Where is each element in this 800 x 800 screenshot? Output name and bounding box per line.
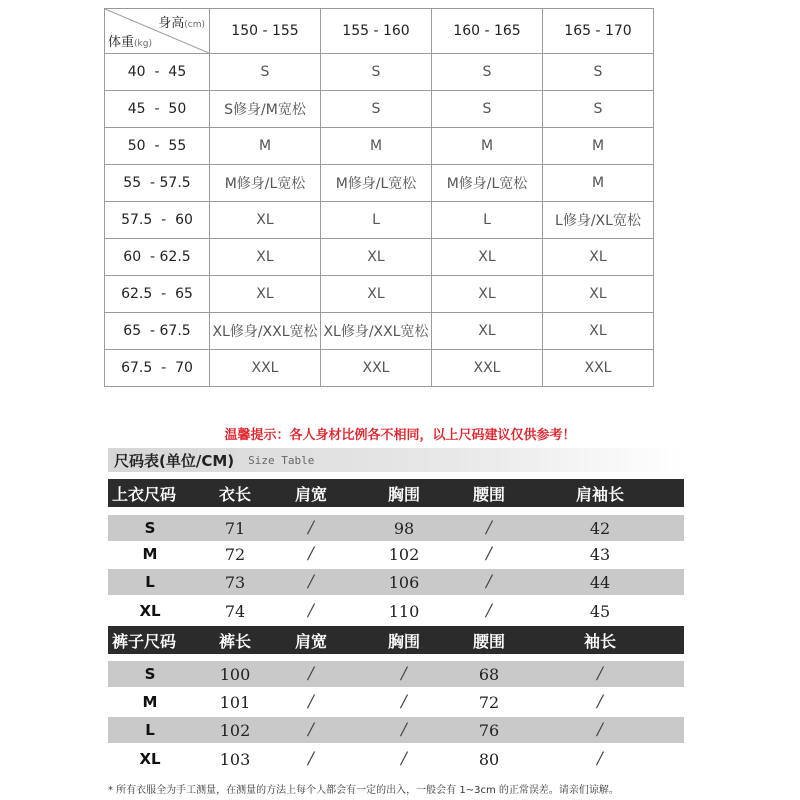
size-recommendation-cell: XL [321,276,432,313]
height-header: 160 - 165 [432,9,543,54]
measurement-value: / [308,664,314,684]
measurement-value: 74 [224,601,246,621]
weight-range-cell: 57.5 - 60 [105,202,210,239]
size-recommendation-cell: XL [210,202,321,239]
size-label: S [144,665,156,683]
weight-range-cell: 45 - 50 [105,91,210,128]
pants-column-header: 肩宽 [294,631,328,651]
size-recommendation-cell: XL [543,313,654,350]
size-recommendation-cell: M [543,165,654,202]
measurement-value: / [597,664,603,684]
size-recommendation-cell: M [432,128,543,165]
size-recommendation-cell: XXL [321,350,432,387]
top-size-header-bar [108,479,684,507]
size-label: XL [139,750,161,768]
size-recommendation-table [104,8,654,387]
weight-axis-label: 体重(kg) [108,35,152,50]
size-label: XL [139,602,161,620]
matrix-row [105,313,654,350]
measurement-value: / [486,544,492,564]
measurement-footnote: * 所有衣服全为手工测量，在测量的方法上每个人都会有一定的出入，一般会有 1~3cm 的正常误差。请亲们谅解。 [108,785,619,796]
matrix-row [105,276,654,313]
weight-range-cell: 67.5 - 70 [105,350,210,387]
warm-tip: 温馨提示：各人身材比例各不相同，以上尺码建议仅供参考！ [224,428,576,443]
size-table-title: 尺码表(单位/CM) [114,451,235,470]
measurement-value: / [597,749,603,769]
size-recommendation-cell: XL修身/XXL宽松 [210,313,321,350]
measurement-value: / [308,692,314,712]
measurement-value: 45 [589,601,611,621]
size-recommendation-cell: M [543,128,654,165]
top-size-row [108,598,684,624]
matrix-row [105,202,654,239]
measurement-value: 44 [589,572,611,592]
pants-column-header: 袖长 [583,631,617,651]
matrix-row [105,165,654,202]
top-size-row [108,515,684,541]
measurement-value: / [308,572,314,592]
weight-range-cell: 60 - 62.5 [105,239,210,276]
size-recommendation-cell: XXL [210,350,321,387]
size-recommendation-cell: M [321,128,432,165]
size-recommendation-cell: S [210,54,321,91]
size-recommendation-cell: XXL [432,350,543,387]
measurement-value: 102 [388,544,420,564]
height-header: 165 - 170 [543,9,654,54]
pants-size-row [108,661,684,687]
measurement-value: 102 [219,720,251,740]
size-label: M [142,693,158,711]
top-column-header: 肩袖长 [575,484,625,504]
size-recommendation-cell: XL [432,313,543,350]
pants-column-header: 裤子尺码 [112,631,177,651]
size-recommendation-cell: S [543,91,654,128]
measurement-value: / [308,720,314,740]
measurement-value: 103 [219,749,251,769]
weight-range-cell: 65 - 67.5 [105,313,210,350]
size-recommendation-cell: XL [321,239,432,276]
size-recommendation-cell: S [543,54,654,91]
measurement-value: 42 [589,518,611,538]
size-recommendation-cell: XL [432,239,543,276]
measurement-value: 68 [478,664,500,684]
matrix-row [105,54,654,91]
measurement-value: / [486,572,492,592]
weight-range-cell: 55 - 57.5 [105,165,210,202]
top-size-row [108,541,684,567]
height-header: 150 - 155 [210,9,321,54]
top-column-header: 上衣尺码 [112,484,177,504]
size-recommendation-cell: S修身/M宽松 [210,91,321,128]
weight-range-cell: 50 - 55 [105,128,210,165]
measurement-value: 72 [224,544,246,564]
measurement-value: / [308,601,314,621]
size-recommendation-cell: M [210,128,321,165]
measurement-value: / [308,518,314,538]
measurement-value: 80 [478,749,500,769]
size-recommendation-cell: XL [543,239,654,276]
pants-column-header: 裤长 [218,631,252,651]
size-recommendation-cell: XL修身/XXL宽松 [321,313,432,350]
size-label: M [142,545,158,563]
size-label: L [145,573,155,591]
size-recommendation-cell: S [432,91,543,128]
size-recommendation-cell: S [321,54,432,91]
matrix-row [105,239,654,276]
size-recommendation-cell: XL [432,276,543,313]
size-recommendation-cell: M修身/L宽松 [321,165,432,202]
pants-column-header: 胸围 [387,631,421,651]
measurement-value: / [308,544,314,564]
measurement-value: 110 [388,601,420,621]
size-recommendation-cell: XL [210,276,321,313]
size-recommendation-cell: M修身/L宽松 [210,165,321,202]
size-recommendation-cell: L [432,202,543,239]
measurement-value: 71 [224,518,246,538]
pants-size-row [108,689,684,715]
measurement-value: / [401,720,407,740]
size-recommendation-cell: XL [210,239,321,276]
measurement-value: 100 [219,664,251,684]
measurement-value: 106 [388,572,420,592]
measurement-value: / [597,692,603,712]
size-recommendation-cell: S [321,91,432,128]
pants-size-row [108,717,684,743]
size-recommendation-cell: S [432,54,543,91]
measurement-value: 72 [478,692,500,712]
measurement-value: / [401,664,407,684]
size-recommendation-cell: XL [543,276,654,313]
matrix-corner-cell [105,9,210,54]
size-recommendation-cell: M修身/L宽松 [432,165,543,202]
height-header: 155 - 160 [321,9,432,54]
size-recommendation-cell: L [321,202,432,239]
weight-range-cell: 62.5 - 65 [105,276,210,313]
measurement-value: 43 [589,544,611,564]
measurement-value: 73 [224,572,246,592]
matrix-row [105,128,654,165]
top-column-header: 胸围 [387,484,421,504]
measurement-value: 101 [219,692,251,712]
height-axis-label: 身高(cm) [158,16,205,31]
measurement-value: / [486,601,492,621]
matrix-row [105,350,654,387]
measurement-value: / [401,692,407,712]
weight-range-cell: 40 - 45 [105,54,210,91]
measurement-value: / [401,749,407,769]
measurement-value: / [486,518,492,538]
pants-size-header-bar [108,626,684,654]
size-label: S [144,519,156,537]
top-column-header: 衣长 [218,484,252,504]
pants-column-header: 腰围 [472,631,506,651]
measurement-value: 76 [478,720,500,740]
measurement-value: / [597,720,603,740]
top-column-header: 腰围 [472,484,506,504]
matrix-header-row [105,9,654,54]
size-recommendation-cell: L修身/XL宽松 [543,202,654,239]
size-matrix [104,8,654,387]
pants-size-row [108,746,684,772]
top-size-row [108,569,684,595]
size-table-title-bar [108,448,684,472]
measurement-value: / [308,749,314,769]
measurement-value: 98 [393,518,415,538]
size-recommendation-cell: XXL [543,350,654,387]
size-label: L [145,721,155,739]
matrix-row [105,91,654,128]
top-column-header: 肩宽 [294,484,328,504]
size-table-subtitle: Size Table [248,453,315,467]
